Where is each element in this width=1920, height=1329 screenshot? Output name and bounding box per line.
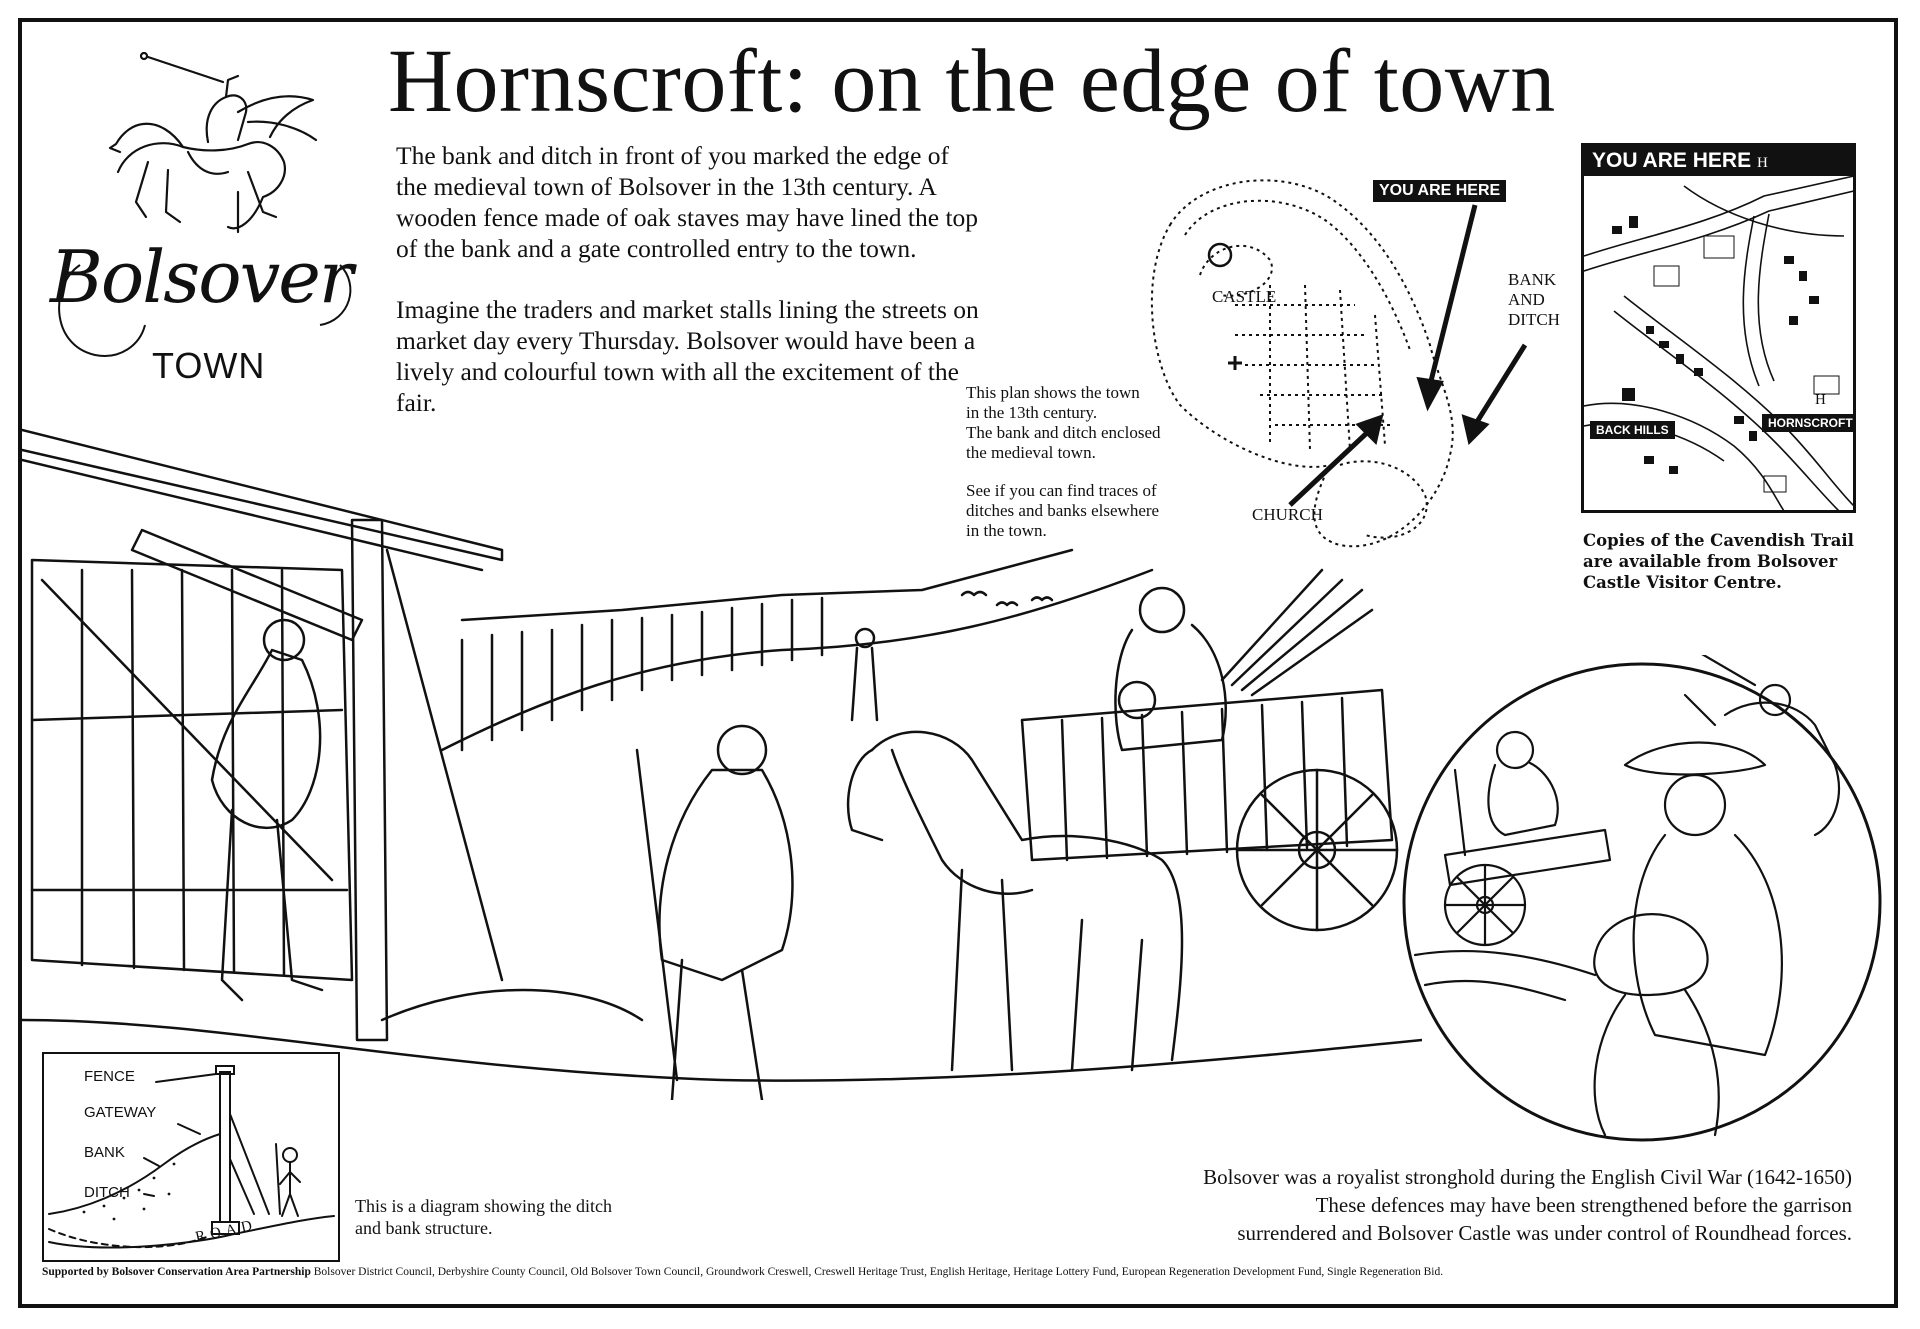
plan-church-label: CHURCH	[1252, 505, 1323, 524]
plan-note-2: See if you can find traces of ditches and banks elsewhere in the town.	[966, 481, 1160, 540]
diagram-fence-label: FENCE	[84, 1068, 135, 1085]
locator-map-heading: YOU ARE HERE H	[1584, 146, 1853, 176]
plan-note-1: This plan shows the town in the 13th century. The bank and ditch enclosed the medieval town.	[966, 383, 1161, 462]
intro-paragraph-2: Imagine the traders and market stalls lining the streets on market day every Thursday. Bolsover would have been a lively and colourful town with all the excitement of the fair.	[396, 295, 979, 417]
bank-ditch-diagram	[42, 1052, 340, 1262]
intro-text	[396, 140, 986, 448]
street-map-icon	[1584, 176, 1854, 511]
plan-bank-and-ditch-label: BANK AND DITCH	[1508, 270, 1560, 329]
footer-partners: Bolsover District Council, Derbyshire County Council, Old Bolsover Town Council, Groundwork Creswell, Creswell Heritage Trust, English Heritage, Heritage Lottery Fund, European Regeneration Development Fund, Single Regeneration Bid.	[313, 1266, 1444, 1278]
diagram-bank-label: BANK	[84, 1144, 125, 1161]
locator-map	[1581, 143, 1856, 513]
footer-lead: Supported by Bolsover Conservation Area Partnership	[42, 1266, 311, 1278]
plan-castle-label: CASTLE	[1212, 287, 1277, 306]
logo-script: Bolsover	[50, 235, 352, 319]
diagram-caption: This is a diagram showing the ditch and bank structure.	[355, 1196, 612, 1238]
footer-credits	[42, 1266, 1882, 1278]
diagram-road-label: ROAD	[194, 1217, 259, 1246]
plan-you-are-here-tag: YOU ARE HERE	[1373, 180, 1506, 202]
diagram-gateway-label: GATEWAY	[84, 1104, 157, 1121]
civil-war-text: Bolsover was a royalist stronghold during the English Civil War (1642-1650) These defences may have been strengthened before the garrison surrendered and Bolsover Castle was under control of Roundhead forces.	[1203, 1165, 1852, 1245]
logo-town: TOWN	[152, 345, 266, 386]
diagram-ditch-label: DITCH	[84, 1184, 130, 1201]
medieval-gate-scene-illustration	[22, 420, 1422, 1100]
intro-paragraph-1: The bank and ditch in front of you marked the edge of the medieval town of Bolsover in the 13th century. A wooden fence made of oak staves may have lined the top of the bank and a gate controlled entry to the town.	[396, 141, 979, 263]
hornscroft-marker: H	[1815, 392, 1826, 408]
hornscroft-tag: HORNSCROFT	[1762, 414, 1856, 432]
civil-war-soldiers-illustration	[1395, 655, 1890, 1150]
page-title: Hornscroft: on the edge of town	[388, 32, 1556, 131]
cavendish-trail-note: Copies of the Cavendish Trail are available from Bolsover Castle Visitor Centre.	[1583, 531, 1854, 592]
back-hills-tag: BACK HILLS	[1590, 421, 1675, 439]
